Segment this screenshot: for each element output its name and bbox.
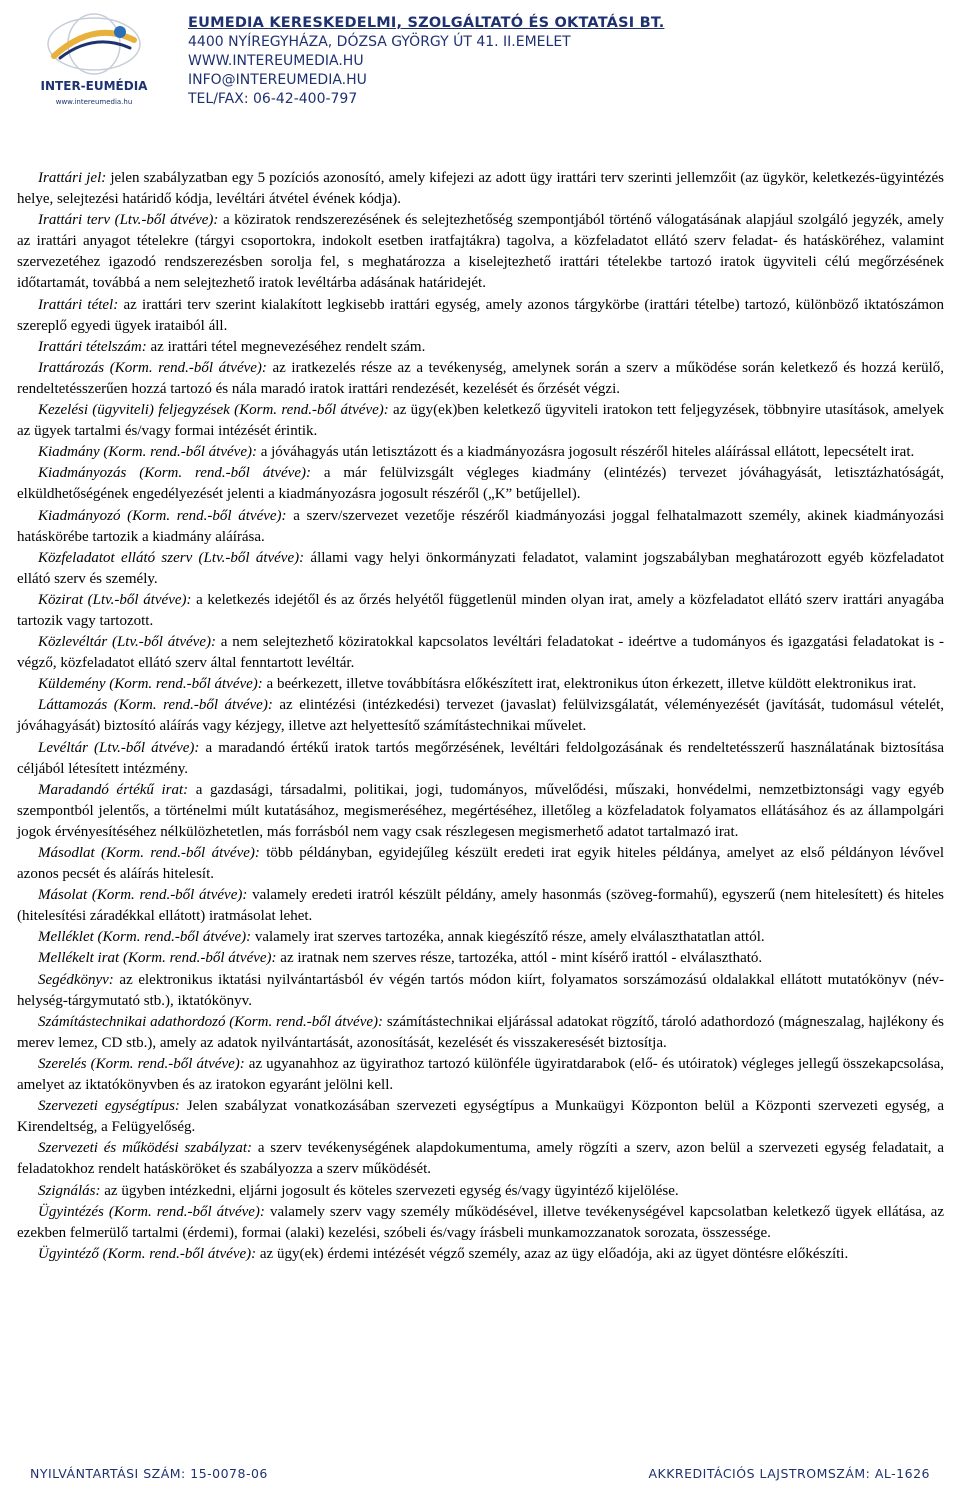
definition-paragraph xyxy=(17,738,944,780)
definition-term: Kiadmányozás (Korm. rend.-ből átvéve): xyxy=(38,465,311,482)
company-logo xyxy=(34,10,154,110)
definition-paragraph xyxy=(17,548,944,590)
definition-paragraph xyxy=(17,1244,944,1265)
definition-term: Irattári tételszám: xyxy=(38,338,147,355)
definition-term: Irattári tétel: xyxy=(38,296,119,313)
definition-text: az iratkezelés része az a tevékenység, amelynek során a szerv a működése során keletkező és hozzá kerülő, rendeltetésszerűen hozzá tartozó és nála maradó iratok irattári rendezését, kezelését és őrzését végzi. xyxy=(17,359,944,397)
definition-paragraph xyxy=(17,1096,944,1138)
definition-text: az ügy(ek)ben keletkező ügyviteli iratokon tett feljegyzések, többnyire utasítások, amelyek az ügyek tartalmi és/vagy formai intézését érintik. xyxy=(17,402,944,440)
definition-text: állami vagy helyi önkormányzati feladatot, valamint jogszabályban meghatározott egyéb közfeladatot ellátó szerv és személy. xyxy=(17,549,944,587)
definition-term: Ügyintéző (Korm. rend.-ből átvéve): xyxy=(38,1245,257,1262)
logo-subtext: www.intereumedia.hu xyxy=(55,98,133,106)
definition-term: Irattári jel: xyxy=(38,170,107,186)
definition-paragraph xyxy=(17,1138,944,1180)
definition-paragraph xyxy=(17,295,944,337)
definition-paragraph xyxy=(17,400,944,442)
definition-paragraph xyxy=(17,168,944,210)
company-name: EUMEDIA KERESKEDELMI, SZOLGÁLTATÓ ÉS OKTATÁSI BT. xyxy=(188,15,665,31)
definition-term: Segédkönyv: xyxy=(38,971,114,988)
definition-term: Másodlat (Korm. rend.-ből átvéve): xyxy=(38,845,260,861)
definition-text: a gazdasági, társadalmi, politikai, jogi, tudományos, művelődési, műszaki, honvédelmi, nemzetbiztonsági vagy egyéb szempontból jelentős, a történelmi múlt kutatásához, megismeréséhez, megértéséhez, illetőleg a közfeladatok folyamatos ellátásához és az állampolgári jogok érvényesítéséhez nélkülözhetetlen, más forrásból nem vagy csak részlegesen megismerhető adatot tartalmazó irat. xyxy=(17,781,945,840)
definition-term: Kiadmányozó (Korm. rend.-ből átvéve): xyxy=(38,507,287,524)
definition-paragraph xyxy=(17,210,944,294)
definition-paragraph xyxy=(17,1012,944,1054)
definition-text: az iratnak nem szerves része, tartozéka, attól - mint kísérő irattól - elválasztható. xyxy=(276,950,763,967)
definition-text: számítástechnikai eljárással adatokat rögzítő, tároló adathordozó (mágneszalag, hajlékony és merev lemez, CD stb.), amely az adatok nyilvántartását, azonosítását, kezelését és visszakeresését biztosítja. xyxy=(17,1013,944,1051)
definition-term: Szervezeti és működési szabályzat: xyxy=(38,1140,253,1157)
definition-term: Másolat (Korm. rend.-ből átvéve): xyxy=(38,887,248,904)
accreditation-number: AKKREDITÁCIÓS LAJSTROMSZÁM: AL-1626 xyxy=(648,1466,930,1481)
definition-text: az ügy(ek) érdemi intézését végző személy, azaz az ügy előadója, aki az ügyet döntésre előkészíti. xyxy=(256,1245,849,1262)
definition-text: a beérkezett, illetve továbbításra előkészített irat, elektronikus úton érkezett, illetve küldött elektronikus irat. xyxy=(262,676,917,693)
definition-text: a maradandó értékű iratok tartós megőrzésének, levéltári feldolgozásának és rendeltetésszerű használatának biztosítása céljából létesített intézmény. xyxy=(17,739,944,777)
definition-paragraph xyxy=(17,632,944,674)
document-body xyxy=(17,168,944,1265)
definition-term: Melléklet (Korm. rend.-ből átvéve): xyxy=(38,929,252,946)
definition-term: Levéltár (Ltv.-ből átvéve): xyxy=(38,739,200,756)
definition-paragraph xyxy=(17,1054,944,1096)
definition-paragraph xyxy=(17,442,944,463)
definition-text: az irattári tétel megnevezéséhez rendelt szám. xyxy=(146,338,426,355)
definition-text: jelen szabályzatban egy 5 pozíciós azonosító, amely kifejezi az adott ügy irattári terv szerinti jellemzőit (az ügykör, keletkezés-ügyintézés helye, selejtezési határidő kódja, levéltári átvétel évének kódja). xyxy=(17,170,945,208)
definition-paragraph xyxy=(17,970,944,1012)
definition-paragraph xyxy=(17,506,944,548)
definition-text: az ügyben intézkedni, eljárni jogosult és köteles szervezeti egység és/vagy ügyintéző kijelölése. xyxy=(100,1182,679,1199)
company-phone: TEL/FAX: 06-42-400-797 xyxy=(188,91,358,107)
definition-term: Irattári terv (Ltv.-ből átvéve): xyxy=(38,212,219,229)
company-address: 4400 NYÍREGYHÁZA, DÓZSA GYÖRGY ÚT 41. II.EMELET xyxy=(188,34,571,50)
definition-text: a köziratok rendszerezésének és selejtezhetőség szempontjából történő válogatásának alapjául szolgáló jegyzék, amely az irattári anyagot tételekre (tárgyi csoportokra, indokolt esetben iratfajtákra) tagolva, a közfeladatot ellátó szerv feladat- és hatásköréhez, valamint szervezetéhez igazodó rendszerezésben sorolja fel, s meghatározza a kiselejtezhető irattári tételekbe tartozó iratok ügyviteli célú megőrzésének időtartamát, továbbá a nem selejtezhető iratok levéltárba adásának határidejét. xyxy=(17,212,944,292)
definition-paragraph xyxy=(17,463,944,505)
definition-term: Szignálás: xyxy=(38,1182,101,1199)
definition-text: valamely szerv vagy személy működésével, illetve tevékenységével kapcsolatban keletkező ügyek ellátása, az ezekben felmerülő tartalmi (érdemi), formai (alaki) kezelési, szóbeli és/vagy írásbeli munkamozzanatok sorozata, összessége. xyxy=(17,1203,944,1241)
definition-text: a nem selejtezhető köziratokkal kapcsolatos levéltári feladatokat - ideértve a tudományos és igazgatási feladatokat is - végző, közfeladatot ellátó szerv által fenntartott levéltár. xyxy=(17,634,944,672)
definition-paragraph xyxy=(17,1181,944,1202)
definition-term: Szerelés (Korm. rend.-ből átvéve): xyxy=(38,1055,245,1072)
definition-text: a már felülvizsgált végleges kiadmány (elintézés) tervezet jóváhagyását, letisztázhatóságát, elküldhetőségének engedélyezését jelenti a kiadmányozásra jogosult részéről („K” betűjellel). xyxy=(17,465,944,503)
logo-graphic xyxy=(34,10,154,110)
definition-term: Kezelési (ügyviteli) feljegyzések (Korm. rend.-ből átvéve): xyxy=(38,402,389,419)
definition-paragraph xyxy=(17,927,944,948)
definition-term: Irattározás (Korm. rend.-ből átvéve): xyxy=(38,359,267,376)
definition-paragraph xyxy=(17,948,944,969)
definition-paragraph xyxy=(17,885,944,927)
definition-term: Közirat (Ltv.-ből átvéve): xyxy=(38,591,192,608)
registration-number: NYILVÁNTARTÁSI SZÁM: 15-0078-06 xyxy=(30,1466,268,1481)
definition-text: a jóváhagyás után letisztázott és a kiadmányozásra jogosult részéről hiteles aláírással ellátott, lepecsételt irat. xyxy=(256,444,915,461)
definition-text: a keletkezés idejétől és az őrzés helyétől függetlenül minden olyan irat, amely a közfeladatot ellátó szerv irattári anyagába tartozik vagy tartozott. xyxy=(17,591,944,629)
definition-paragraph xyxy=(17,358,944,400)
definition-paragraph xyxy=(17,590,944,632)
definition-term: Mellékelt irat (Korm. rend.-ből átvéve): xyxy=(38,950,277,967)
definition-text: valamely irat szerves tartozéka, annak kiegészítő része, amely elválaszthatatlan attól. xyxy=(251,929,765,946)
definition-paragraph xyxy=(17,337,944,358)
definition-paragraph xyxy=(17,780,944,843)
definition-term: Számítástechnikai adathordozó (Korm. rend.-ből átvéve): xyxy=(38,1013,384,1030)
company-email: INFO@INTEREUMEDIA.HU xyxy=(188,72,367,88)
definition-paragraph xyxy=(17,674,944,695)
definition-term: Szervezeti egységtípus: xyxy=(38,1098,180,1115)
definition-text: valamely eredeti iratról készült példány, amely hasonmás (szöveg-formahű), egyszerű (nem hitelesített) és hiteles (hitelesítési záradékkal ellátott) iratmásolat lehet. xyxy=(17,887,944,925)
definition-text: az ugyanahhoz az ügyirathoz tartozó különféle ügyiratdarabok (elő- és utóiratok) végleges jellegű összekapcsolása, amelyet az iktatókönyvben és az iratokon egyaránt jelölni kell. xyxy=(17,1055,945,1094)
definition-term: Küldemény (Korm. rend.-ből átvéve): xyxy=(38,676,263,693)
definition-term: Láttamozás (Korm. rend.-ből átvéve): xyxy=(38,697,273,714)
definition-text: Jelen szabályzat vonatkozásában szervezeti egységtípus a Munkaügyi Központon belül a Központi szervezeti egység, a Kirendeltség, a Felügyelőség. xyxy=(17,1098,944,1136)
definition-term: Közfeladatot ellátó szerv (Ltv.-ből átvéve): xyxy=(38,549,305,566)
definition-text: a szerv tevékenységének alapdokumentuma, amely rögzíti a szerv, azon belül a szervezeti egység feladatait, a feladatokhoz rendelt hatásköröket és szabályozza a szerv működését. xyxy=(17,1140,944,1178)
definition-paragraph xyxy=(17,843,944,885)
definition-paragraph xyxy=(17,695,944,737)
company-info xyxy=(188,14,664,109)
definition-text: több példányban, egyidejűleg készült eredeti irat egyik hiteles példánya, amelyet az első példányon lévővel azonos pecsét és aláírás hitelesít. xyxy=(17,845,944,883)
definition-text: az elintézési (intézkedési) tervezet (javaslat) felülvizsgálatát, véleményezését (javítását, tudomásul vételét, jóváhagyását) biztosító aláírás vagy kézjegy, illetve azt helyettesítő számítástechnikai művelet. xyxy=(17,697,945,735)
definition-term: Kiadmány (Korm. rend.-ből átvéve): xyxy=(38,444,257,461)
company-website: WWW.INTEREUMEDIA.HU xyxy=(188,53,364,69)
definition-text: az irattári terv szerint kialakított legkisebb irattári egység, amely azonos tárgykörbe (irattári tételbe) tartozó, különböző iktatószámon szereplő egyedi ügyek irataiból áll. xyxy=(17,296,944,334)
definition-term: Közlevéltár (Ltv.-ből átvéve): xyxy=(38,634,216,651)
definition-paragraph xyxy=(17,1202,944,1244)
definition-term: Maradandó értékű irat: xyxy=(38,781,189,798)
definition-text: a szerv/szervezet vezetője részéről kiadmányozási joggal felhatalmazott személy, akinek kiadmányozási hatáskörébe tartozik a kiadmány aláírása. xyxy=(17,507,944,545)
logo-text: INTER-EUMÉDIA xyxy=(40,79,148,93)
definition-term: Ügyintézés (Korm. rend.-ből átvéve): xyxy=(38,1203,265,1220)
definition-text: az elektronikus iktatási nyilvántartásból év végén tartós módon kiírt, folyamatos sorszámozású oldalakkal ellátott mutatókönyv (név-helység-tárgymutató stb.), iktatókönyv. xyxy=(17,971,944,1009)
